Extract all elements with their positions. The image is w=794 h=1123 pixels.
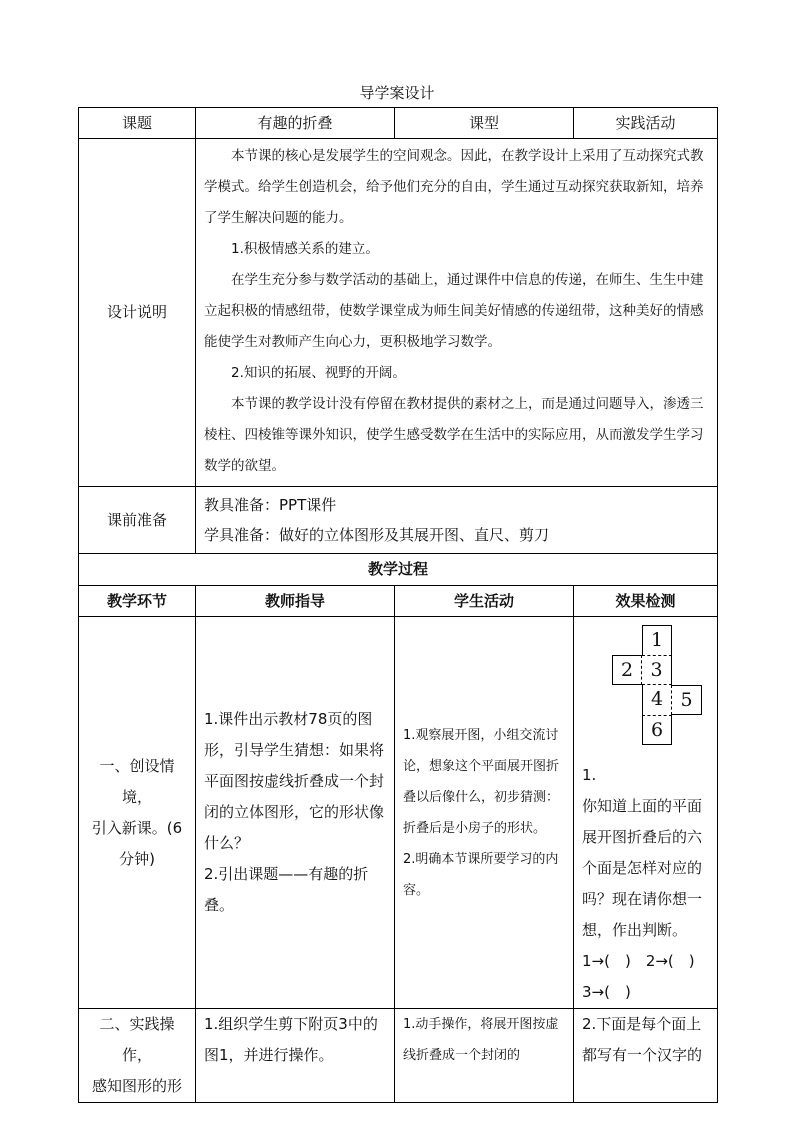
stage-cell [79,617,196,1009]
column-header-student: 学生活动 [395,586,574,617]
stage-cell [79,1009,196,1103]
topic-label: 课题 [79,108,196,139]
check-item: 你知道上面的平面展开图折叠后的六个面是怎样对应的吗？现在请你想一想，作出判断。 [582,797,703,939]
stage-line: 一、创设情境， [99,756,175,806]
check-item: 1→( ) 2→( ) [582,952,695,970]
student-prep: 学具准备：做好的立体图形及其展开图、直尺、剪刀 [204,526,550,544]
teacher-guidance-item: 2.引出课题——有趣的折叠。 [204,865,369,914]
net-face: 6 [642,715,672,745]
check-item: 2.下面是每个面上都写有一个汉字的 [582,1015,703,1064]
process-title-row [79,554,718,586]
student-activity-item: 1.观察展开图，小组交流讨论，想象这个平面展开图折叠以后像什么，初步猜测：折叠后是小房子的形状。 [403,727,560,836]
design-paragraph: 本节课的教学设计没有停留在教材提供的素材之上，而是通过问题导入，渗透三棱柱、四棱锥等课外知识，使学生感受数学在生活中的实际应用，从而激发学生学习数学的欲望。 [204,396,704,474]
column-header-stage: 教学环节 [79,586,196,617]
net-face: 1 [642,625,672,655]
type-label: 课型 [395,108,574,139]
stage-line: 分钟) [119,849,155,868]
design-paragraph: 在学生充分参与数学活动的基础上，通过课件中信息的传递，在师生、生生中建立起积极的情感纽带，使数学课堂成为师生间美好情感的传递纽带，这种美好的情感能使学生对教师产生向心力，更积极地学习数学。 [204,272,704,350]
teacher-guidance-cell [196,1009,395,1103]
type-value: 实践活动 [574,108,718,139]
process-column-headers [79,586,718,617]
prep-label: 课前准备 [79,487,196,554]
prep-content [196,487,718,554]
column-header-teacher: 教师指导 [196,586,395,617]
design-paragraph: 本节课的核心是发展学生的空间观念。因此，在教学设计上采用了互动探究式教学模式。给学生创造机会，给予他们充分的自由，学生通过互动探究获取新知，培养了学生解决问题的能力。 [204,148,704,226]
net-face: 3 [642,655,672,685]
cube-net-figure [582,625,712,760]
process-row-2 [79,1009,718,1103]
stage-line: 二、实践操作， [99,1015,175,1064]
net-face: 5 [672,685,702,715]
teacher-guidance-cell [196,617,395,1009]
teacher-prep: 教具准备：PPT课件 [204,496,337,514]
effect-check-cell [574,1009,718,1103]
teacher-guidance-item: 1.课件出示教材78页的图形，引导学生猜想：如果将平面图按虚线折叠成一个封闭的立体图形，它的形状像什么？ [204,710,385,852]
lesson-plan-table [78,107,718,1103]
topic-value: 有趣的折叠 [196,108,395,139]
design-description [196,139,718,487]
stage-line: 引入新课。(6 [91,818,183,837]
student-activity-cell [395,1009,574,1103]
net-face: 2 [612,655,642,685]
stage-line: 感知图形的形 [91,1077,182,1095]
header-row [79,108,718,139]
teacher-guidance-item: 1.组织学生剪下附页3中的图1，并进行操作。 [204,1015,378,1064]
check-item: 1. [582,766,597,784]
design-paragraph: 1.积极情感关系的建立。 [231,241,379,257]
prep-row [79,487,718,554]
design-row [79,139,718,487]
process-title: 教学过程 [79,554,718,586]
process-row-1 [79,617,718,1009]
design-label: 设计说明 [79,139,196,487]
net-face: 4 [642,685,672,715]
column-header-check: 效果检测 [574,586,718,617]
check-item: 3→( ) [582,983,631,1001]
student-activity-item: 2.明确本节课所要学习的内容。 [403,851,559,898]
design-paragraph: 2.知识的拓展、视野的开阔。 [231,365,406,381]
effect-check-cell [574,617,718,1009]
document-title: 导学案设计 [359,84,435,102]
student-activity-cell [395,617,574,1009]
student-activity-item: 1.动手操作，将展开图按虚线折叠成一个封闭的 [403,1017,559,1063]
